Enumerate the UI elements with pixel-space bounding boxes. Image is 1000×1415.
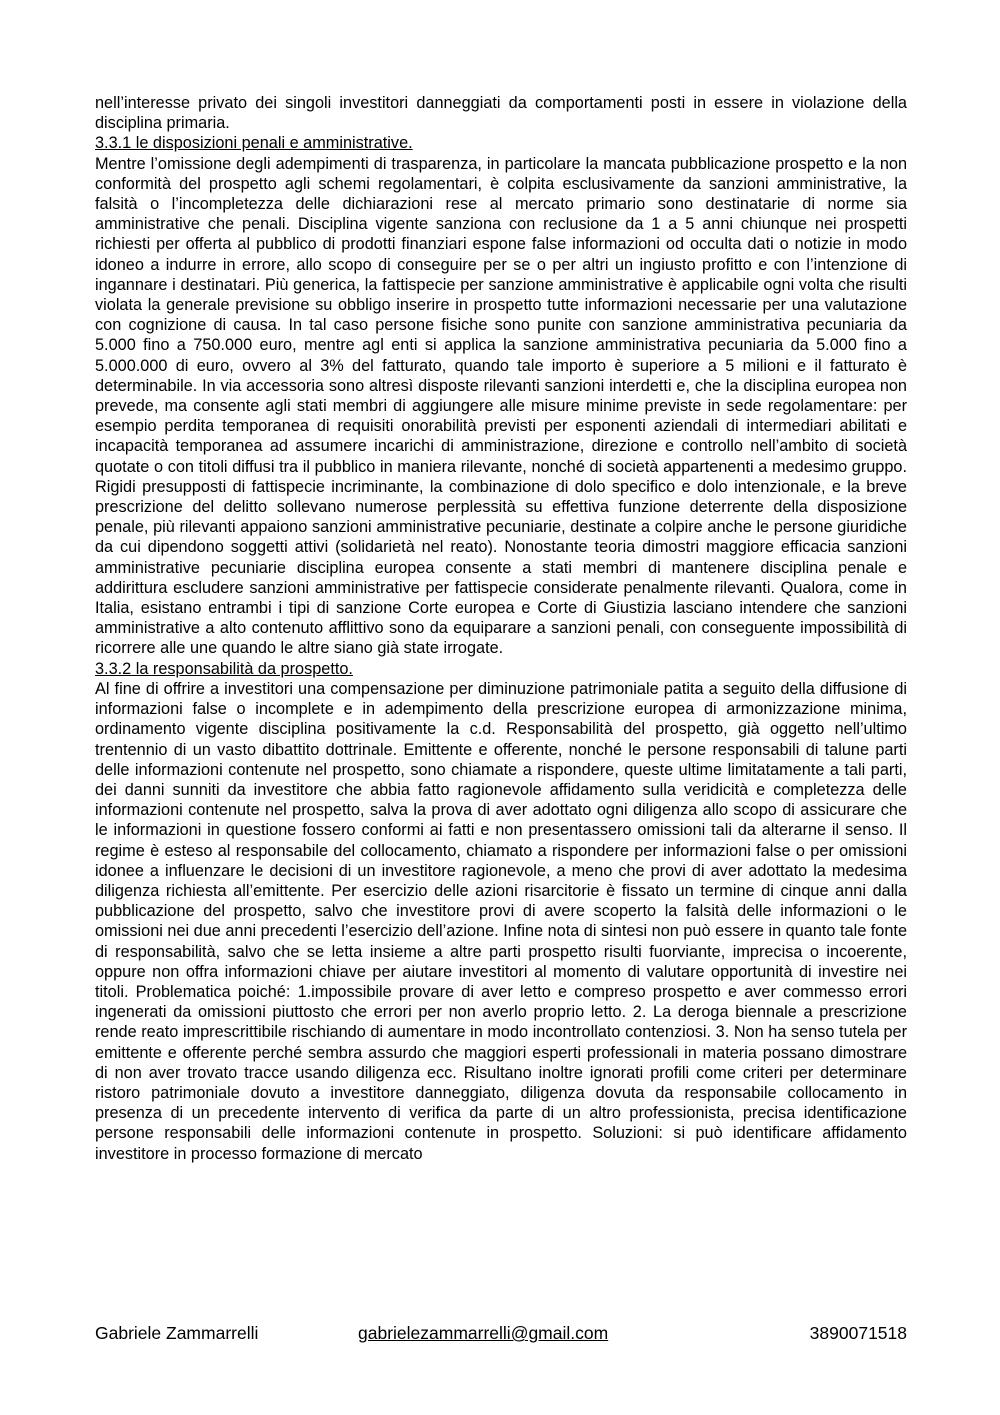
section-heading-3-3-1: 3.3.1 le disposizioni penali e amministrative. <box>95 134 413 153</box>
footer-email-link[interactable]: gabrielezammarrelli@gmail.com <box>358 1323 609 1343</box>
section-body-3-3-1: Mentre l’omissione degli adempimenti di trasparenza, in particolare la mancata pubblicazione prospetto e la non conformità del prospetto agli schemi regolamentari, è colpita esclusivamente da sanzioni amministrative, la falsità o l’incompletezza delle dichiarazioni rese al mercato primario sono destinatarie di norme sia amministrative che penali. Disciplina vigente sanziona con reclusione da 1 a 5 anni chiunque nei prospetti richiesti per offerta al pubblico di prodotti finanziari espone false informazioni od occulta dati o notizie in modo idoneo a indurre in errore, allo scopo di conseguire per se o per altri un ingiusto profitto e con l’intenzione di ingannare i destinatari. Più generica, la fattispecie per sanzione amministrative è applicabile ogni volta che risulti violata la generale previsione su obbligo inserire in prospetto tutte informazioni necessarie per una valutazione con cognizione di causa. In tal caso persone fisiche sono punite con sanzione amministrativa pecuniaria da 5.000 fino a 750.000 euro, mentre agl enti si applica la sanzione amministrativa pecuniaria da 5.000 fino a 5.000.000 di euro, ovvero al 3% del fatturato, quando tale importo è superiore a 5 milioni e il fatturato è determinabile. In via accessoria sono altresì disposte rilevanti sanzioni interdetti e, che la disciplina europea non prevede, ma consente agli stati membri di aggiungere alle misure minime previste in sede regolamentare: per esempio perdita temporanea di requisiti onorabilità previsti per esponenti aziendali di intermediari abilitati e incapacità temporanea ad assumere incarichi di amministrazione, direzione e controllo nell’ambito di società quotate o con titoli diffusi tra il pubblico in maniera rilevante, nonché di società appartenenti a medesimo gruppo. Rigidi presupposti di fattispecie incriminante, la combinazione di dolo specifico e dolo intenzionale, e la breve prescrizione del delitto sollevano numerose perplessità su effettiva funzione deterrente della disposizione penale, più rilevanti appaiono sanzioni amministrative pecuniarie, destinate a colpire anche le persone giuridiche da cui dipendono soggetti attivi (solidarietà nel reato). Nonostante teoria dimostri maggiore efficacia sanzioni amministrative pecuniarie disciplina europea consente a stati membri di mantenere disciplina penale e addirittura escludere sanzioni amministrative per fattispecie considerate penalmente rilevanti. Qualora, come in Italia, esistano entrambi i tipi di sanzione Corte europea e Corte di Giustizia lasciano intendere che sanzioni amministrative a alto contenuto afflittivo sono da equiparare a sanzioni penali, con conseguente impossibilità di ricorrere alle une quando le altre siano già state irrogate. <box>95 154 907 658</box>
section-heading-3-3-2: 3.3.2 la responsabilità da prospetto. <box>95 659 353 678</box>
section-body-3-3-2: Al fine di offrire a investitori una compensazione per diminuzione patrimoniale patita a seguito della diffusione di informazioni false o incomplete e in adempimento della prescrizione europea di armonizzazione minima, ordinamento vigente disciplina positivamente la c.d. Responsabilità del prospetto, già oggetto nell’ultimo trentennio di un vasto dibattito dottrinale. Emittente e offerente, nonché le persone responsabili di talune parti delle informazioni contenute nel prospetto, sono chiamate a rispondere, queste ultime limitatamente a tali parti, dei danni sunniti da investitore che abbia fatto ragionevole affidamento sulla veridicità e completezza delle informazioni contenute nel prospetto, salva la prova di aver adottato ogni diligenza allo scopo di assicurare che le informazioni in questione fossero conformi ai fatti e non presentassero omissioni tali da alterarne il senso. Il regime è esteso al responsabile del collocamento, chiamato a rispondere per informazioni false o per omissioni idonee a influenzare le decisioni di un investitore ragionevole, a meno che provi di aver adottato la medesima diligenza richiesta all’emittente. Per esercizio delle azioni risarcitorie è fissato un termine di cinque anni dalla pubblicazione del prospetto, salvo che investitore provi di avere scoperto la falsità delle informazioni o le omissioni nei due anni precedenti l’esercizio dell’azione. Infine nota di sintesi non può essere in quanto tale fonte di responsabilità, salvo che se letta insieme a altre parti prospetto risulti fuorviante, imprecisa o incoerente, oppure non offra informazioni chiave per aiutare investitori al momento di valutare opportunità di investire nei titoli. Problematica poiché: 1.impossibile provare di aver letto e compreso prospetto e aver commesso errori ingenerati da omissioni piuttosto che errori per non averlo proprio letto. 2. La deroga biennale a prescrizione rende reato imprescrittibile rischiando di aumentare in modo incontrollato contenziosi. 3. Non ha senso tutela per emittente e offerente perché sembra assurdo che maggiori esperti professionali in materia possano dimostrare di non aver trovato tracce usando diligenza ecc. Risultano inoltre ignorati profili come criteri per determinare ristoro patrimoniale dovuto a investitore danneggiato, diligenza dovuta da responsabile collocamento in presenza di un precedente intervento di verifica da parte di un altro professionista, precisa identificazione persone responsabili delle informazioni contenute in prospetto. Soluzioni: si può identificare affidamento investitore in processo formazione di mercato <box>95 679 907 1163</box>
footer-author: Gabriele Zammarrelli <box>95 1323 259 1343</box>
page-footer <box>95 1321 907 1345</box>
footer-phone: 3890071518 <box>809 1323 907 1343</box>
intro-paragraph: nell’interesse privato dei singoli investitori danneggiati da comportamenti posti in essere in violazione della disciplina primaria. <box>95 94 907 133</box>
page-body <box>95 93 907 1164</box>
